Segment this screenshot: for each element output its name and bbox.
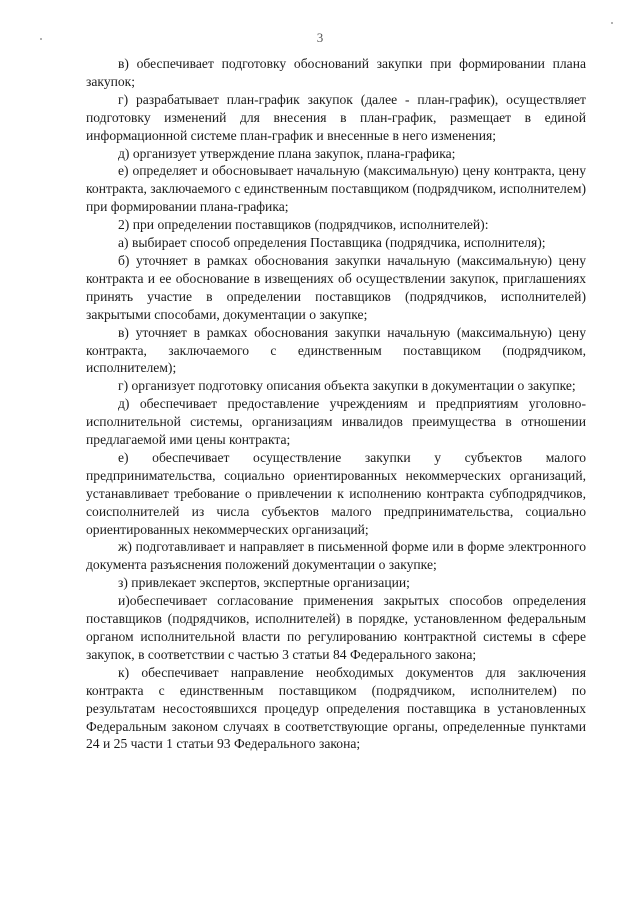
paragraph: д) обеспечивает предоставление учреждениям и предприятиям уголовно-исполнительной системы, организациям инвалидов преимущества в отношении предлагаемой ими цены контракта;	[86, 396, 586, 448]
scan-speck	[611, 22, 613, 24]
paragraph: а) выбирает способ определения Поставщика (подрядчика, исполнителя);	[118, 235, 546, 251]
paragraph: ж) подготавливает и направляет в письменной форме или в форме электронного документа разъяснения положений документации о закупке;	[86, 539, 586, 573]
paragraph: в) уточняет в рамках обоснования закупки начальную (максимальную) цену контракта, заключаемого с единственным поставщиком (подрядчиком, исполнителем);	[86, 324, 586, 376]
paragraph: и)обеспечивает согласование применения закрытых способов определения поставщиков (подрядчиков, исполнителей) в порядке, установленном федеральным органом исполнительной власти по регулированию контрактной системы в сфере закупок, в соответствии с частью 3 статьи 84 Федерального закона;	[86, 593, 586, 662]
paragraph: г) разрабатывает план-график закупок (далее - план-график), осуществляет подготовку изменений для внесения в план-график, размещает в единой информационной системе план-график и внесенные в него изменения;	[86, 91, 586, 143]
paragraph: б) уточняет в рамках обоснования закупки начальную (максимальную) цену контракта и ее обоснование в извещениях об осуществлении закупок, приглашениях принять участие в определении поставщиков (подрядчиков, исполнителей) закрытыми способами, документации о закупке;	[86, 252, 586, 322]
paragraph: г) организует подготовку описания объекта закупки в документации о закупке;	[118, 378, 576, 394]
page-number: 3	[316, 30, 324, 45]
document-body	[86, 55, 586, 753]
paragraph: к) обеспечивает направление необходимых документов для заключения контракта с единственным поставщиком (подрядчиком, исполнителем) по результатам несостоявшихся процедур определения поставщика в установленных Федеральным законом случаях в соответствующие органы, определенные пунктами 24 и 25 части 1 статьи 93 Федерального закона;	[86, 664, 586, 752]
paragraph: е) обеспечивает осуществление закупки у субъектов малого предпринимательства, социально ориентированных некоммерческих организаций, устанавливает требование о привлечении к исполнению контракта субподрядчиков, соисполнителей из числа субъектов малого предпринимательства, социально ориентированных некоммерческих организаций;	[86, 449, 586, 537]
paragraph: д) организует утверждение плана закупок, плана-графика;	[118, 145, 456, 161]
paragraph: в) обеспечивает подготовку обоснований закупки при формировании плана закупок;	[86, 56, 586, 89]
paragraph: з) привлекает экспертов, экспертные организации;	[118, 575, 410, 591]
paragraph: 2) при определении поставщиков (подрядчиков, исполнителей):	[118, 217, 489, 233]
paragraph: е) определяет и обосновывает начальную (максимальную) цену контракта, цену контракта, заключаемого с единственным поставщиком (подрядчиком, исполнителем) при формировании плана-графика;	[86, 163, 586, 215]
